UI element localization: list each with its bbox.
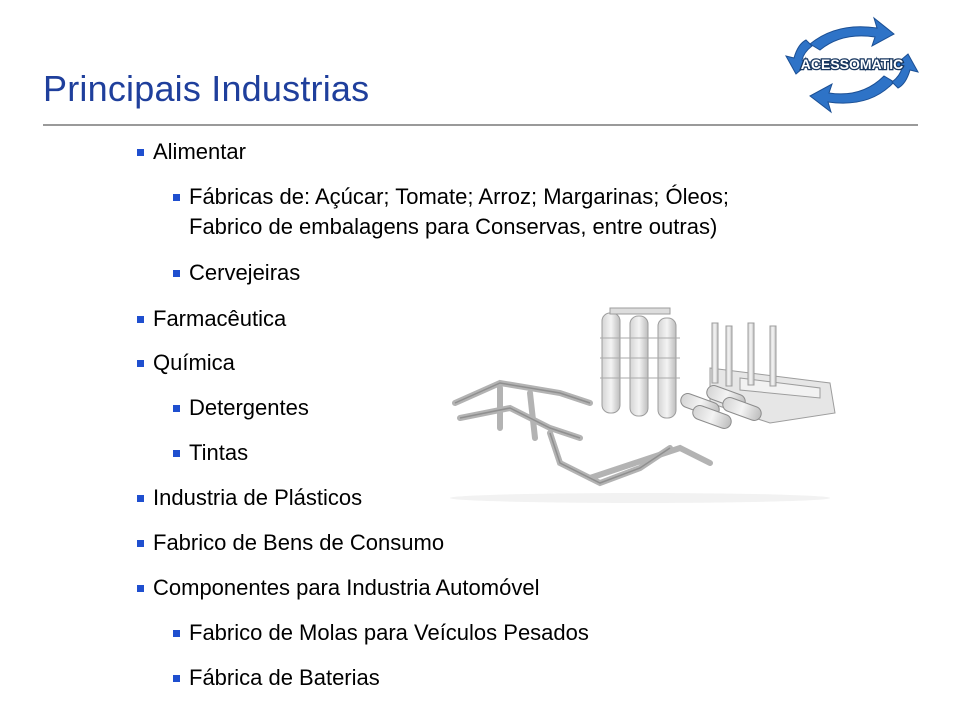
bullet-text: Industria de Plásticos bbox=[153, 485, 363, 510]
bullet-text: Alimentar bbox=[153, 139, 246, 164]
bullet-marker-icon bbox=[173, 450, 180, 457]
bullet-marker-icon bbox=[173, 194, 180, 201]
bullet-text: Detergentes bbox=[189, 395, 309, 420]
bullet-marker-icon bbox=[137, 316, 144, 323]
industrial-plant-image bbox=[440, 298, 840, 503]
bullet-text: Tintas bbox=[189, 440, 249, 465]
acessomatic-logo bbox=[782, 14, 922, 114]
bullet-componentes-automovel bbox=[153, 573, 539, 603]
bullet-fabricas bbox=[189, 182, 729, 242]
bullet-marker-icon bbox=[137, 585, 144, 592]
bullet-text-continued: Fabrico de embalagens para Conservas, entre outras) bbox=[189, 214, 718, 239]
bullet-plasticos bbox=[153, 483, 362, 513]
bullet-marker-icon bbox=[137, 149, 144, 156]
bullet-quimica bbox=[153, 348, 235, 378]
bullet-farmaceutica bbox=[153, 304, 286, 334]
bullet-text: Fábrica de Baterias bbox=[189, 665, 380, 690]
title-divider bbox=[43, 124, 918, 126]
bullet-alimentar bbox=[153, 137, 246, 167]
bullet-marker-icon bbox=[137, 495, 144, 502]
bullet-text: Fábricas de: Açúcar; Tomate; Arroz; Margarinas; Óleos; bbox=[189, 184, 730, 209]
bullet-text: Cervejeiras bbox=[189, 260, 301, 285]
bullet-marker-icon bbox=[173, 630, 180, 637]
bullet-text: Fabrico de Bens de Consumo bbox=[153, 530, 445, 555]
bullet-marker-icon bbox=[137, 360, 144, 367]
bullet-detergentes bbox=[189, 393, 309, 423]
bullet-text: Química bbox=[153, 350, 235, 375]
bullet-baterias bbox=[189, 663, 380, 693]
bullet-text: Farmacêutica bbox=[153, 306, 287, 331]
slide-title: Principais Industrias bbox=[43, 68, 370, 109]
bullet-bens-consumo bbox=[153, 528, 444, 558]
bullet-molas bbox=[189, 618, 589, 648]
bullet-marker-icon bbox=[137, 540, 144, 547]
bullet-cervejeiras bbox=[189, 258, 300, 288]
logo-text: ACESSOMATIC bbox=[800, 56, 904, 72]
bullet-marker-icon bbox=[173, 405, 180, 412]
bullet-marker-icon bbox=[173, 270, 180, 277]
bullet-tintas bbox=[189, 438, 248, 468]
bullet-text: Componentes para Industria Automóvel bbox=[153, 575, 540, 600]
bullet-marker-icon bbox=[173, 675, 180, 682]
bullet-text: Fabrico de Molas para Veículos Pesados bbox=[189, 620, 589, 645]
